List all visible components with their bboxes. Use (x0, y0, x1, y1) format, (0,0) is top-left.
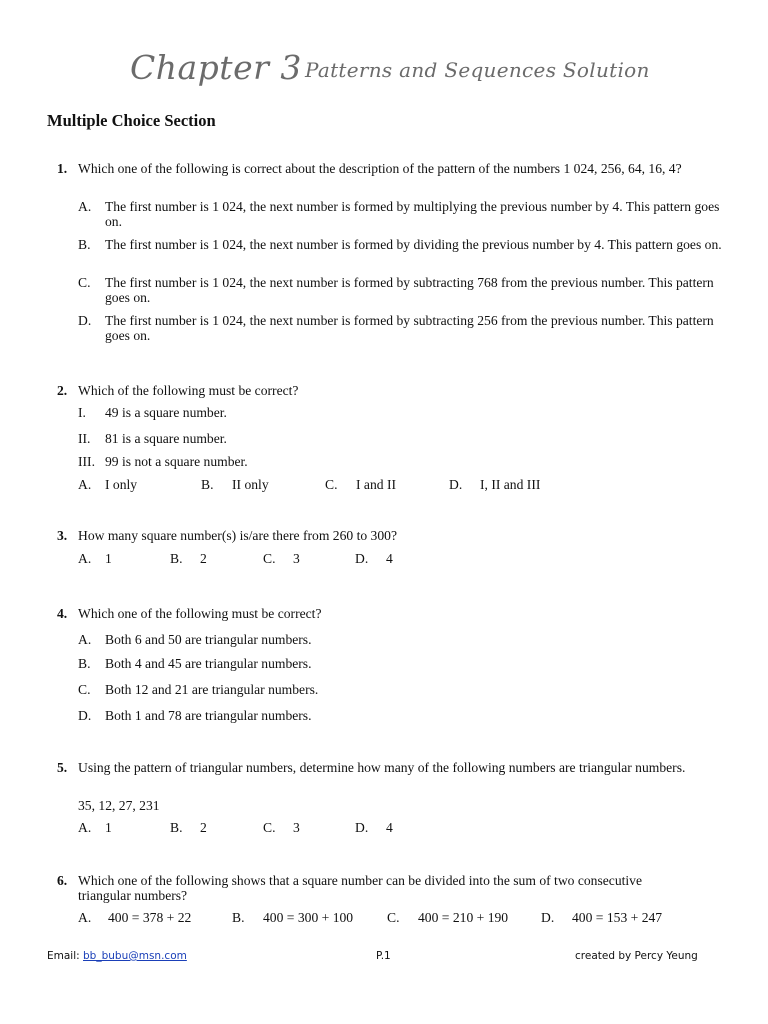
option-letter: B. (170, 820, 183, 835)
statement-text: 49 is a square number. (105, 405, 227, 420)
question-number: 5. (57, 760, 68, 775)
option-letter: D. (355, 820, 369, 835)
statement-text: 81 is a square number. (105, 431, 227, 446)
chapter-subtitle: Patterns and Sequences Solution (305, 58, 650, 82)
chapter-title: Chapter 3 (130, 48, 302, 87)
option-text: Both 12 and 21 are triangular numbers. (105, 682, 319, 697)
question-number: 1. (57, 161, 68, 176)
option-text: 2 (200, 820, 207, 835)
option-letter: C. (263, 551, 276, 566)
option-letter: C. (387, 910, 400, 925)
option-text: The first number is 1 024, the next number is formed by subtracting 768 from the previous number. This pattern goes on. (105, 275, 714, 305)
statement-label: II. (78, 431, 91, 446)
statement-label: III. (78, 454, 95, 469)
option-text: The first number is 1 024, the next number is formed by dividing the previous number by 4. This pattern goes on. (105, 237, 722, 252)
option-letter: C. (78, 682, 91, 697)
page-number: P.1 (376, 950, 391, 962)
option-text: 400 = 300 + 100 (263, 910, 354, 925)
option-letter: B. (232, 910, 245, 925)
option-letter: D. (78, 313, 92, 328)
question-text: Which one of the following shows that a square number can be divided into the sum of two consecutive triangular numbers? (78, 873, 643, 903)
question-text: How many square number(s) is/are there from 260 to 300? (78, 528, 397, 543)
statement-text: 99 is not a square number. (105, 454, 248, 469)
option-text: 1 (105, 551, 112, 566)
option-letter: B. (78, 656, 91, 671)
option-letter: A. (78, 632, 92, 647)
option-text: Both 6 and 50 are triangular numbers. (105, 632, 312, 647)
option-text: 1 (105, 820, 112, 835)
question-text: Which one of the following is correct about the description of the pattern of the numbers 1 024, 256, 64, 16, 4? (78, 161, 682, 176)
option-text: 400 = 378 + 22 (108, 910, 192, 925)
option-letter: C. (263, 820, 276, 835)
option-letter: C. (78, 275, 91, 290)
email-label: Email: (47, 950, 80, 962)
option-text: The first number is 1 024, the next number is formed by subtracting 256 from the previous number. This pattern goes on. (105, 313, 714, 343)
option-letter: B. (170, 551, 183, 566)
section-title: Multiple Choice Section (47, 111, 216, 130)
option-letter: B. (201, 477, 214, 492)
footer-credit: created by Percy Yeung (575, 950, 698, 962)
question-number: 2. (57, 383, 68, 398)
option-text: I, II and III (480, 477, 541, 492)
option-letter: A. (78, 551, 92, 566)
option-text: II only (232, 477, 269, 492)
question-number: 3. (57, 528, 68, 543)
option-letter: B. (78, 237, 91, 252)
question-text: Using the pattern of triangular numbers, determine how many of the following numbers are triangular numbers. (78, 760, 686, 775)
option-text: 400 = 153 + 247 (572, 910, 663, 925)
option-text: 400 = 210 + 190 (418, 910, 509, 925)
email-link[interactable]: bb_bubu@msn.com (83, 950, 187, 962)
number-list: 35, 12, 27, 231 (78, 798, 160, 813)
option-letter: D. (449, 477, 463, 492)
statement-label: I. (78, 405, 86, 420)
option-text: 2 (200, 551, 207, 566)
question-text: Which of the following must be correct? (78, 383, 299, 398)
question-text: Which one of the following must be correct? (78, 606, 322, 621)
option-letter: A. (78, 199, 92, 214)
option-letter: D. (541, 910, 555, 925)
option-letter: D. (78, 708, 92, 723)
option-text: 3 (293, 551, 300, 566)
question-number: 4. (57, 606, 68, 621)
option-letter: A. (78, 910, 92, 925)
option-letter: A. (78, 477, 92, 492)
option-text: I only (105, 477, 138, 492)
option-letter: D. (355, 551, 369, 566)
option-text: 4 (386, 551, 393, 566)
question-number: 6. (57, 873, 68, 888)
option-text: 4 (386, 820, 393, 835)
option-text: 3 (293, 820, 300, 835)
option-text: The first number is 1 024, the next number is formed by multiplying the previous number by 4. This pattern goes on. (105, 199, 720, 229)
option-letter: A. (78, 820, 92, 835)
footer-email (47, 950, 187, 962)
option-text: Both 4 and 45 are triangular numbers. (105, 656, 312, 671)
option-text: I and II (356, 477, 397, 492)
option-letter: C. (325, 477, 338, 492)
option-text: Both 1 and 78 are triangular numbers. (105, 708, 312, 723)
